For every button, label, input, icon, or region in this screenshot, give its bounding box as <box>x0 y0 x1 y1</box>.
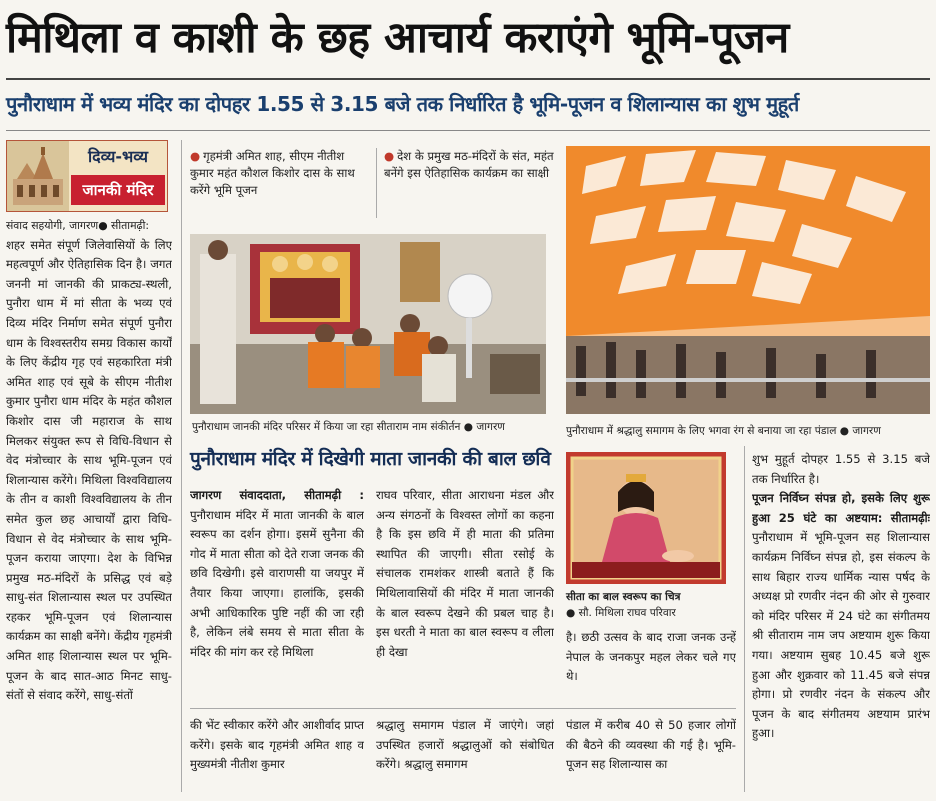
story-col2-body: राघव परिवार, सीता आराधना मंडल और अन्य संगठनों के विश्वस्त लोगों का कहना है कि इस छवि में ही माता की प्रतिमा स्थापित की जाएगी। सीता रसोई के संचालक रामशंकर शास्त्री बताते हैं कि मिथिलावासियों की मंदिर में माता जानकी के बाल स्वरूप देखने की प्रबल चाह है। इस धरती ने माता का बाल स्वरूप व लीला ही देखा <box>376 488 554 659</box>
left-body: शहर समेत संपूर्ण जिलेवासियों के लिए महत्वपूर्ण और ऐतिहासिक दिन है। जगत जननी मां जानकी की प्राकट्य-स्थली, पुनौरा धाम में मां सीता के भव्य एवं दिव्य मंदिर निर्माण समेत संपूर्ण पुनौरा धाम के विश्वस्तरीय समग्र विकास कार्यों के लिए केंद्रीय गृह एवं सहकारिता मंत्री अमित शाह एवं सूबे के सीएम नीतीश कुमार पुनौरा धाम मंदिर के महंत कौशल किशोर दास जी महाराज के साथ मिलकर संयुक्त रूप से विधि-विधान से वेद मंत्रोच्चार के साथ भूमि-पूजन एवं शिलान्यास करेंगे। मिथिला विश्वविद्यालय के तीन व काशी विश्वविद्यालय के तीन समेत कुल छह आचार्यों द्वारा विधि-विधान से वेद मंत्रोच्चार के साथ भूमि-पूजन कराया जाएगा। देश के विभिन्न प्रमुख मठ-मंदिरों के प्रसिद्ध एवं बड़े साधु-संत शिलान्यास स्थल पर उपस्थित रहकर भूमि-पूजन एवं शिलान्यास कार्यक्रम का साक्षी बनेंगे। केंद्रीय गृहमंत्री अमित शाह शिलान्यास स्थल पर भूमि-पूजन के बाद सात-आठ मिनट साधु-संतों से संवाद करेंगे, साधु-संतों <box>6 237 172 703</box>
story-title: पुनौराधाम मंदिर में दिखेगी माता जानकी की बाल छवि <box>190 448 551 470</box>
headline-rule <box>6 78 930 80</box>
right-column <box>752 450 930 792</box>
inset-caption: सीता का बाल स्वरूप का चित्र <box>566 591 681 603</box>
bottom-col-c: पंडाल में करीब 40 से 50 हजार लोगों की बैठने की व्यवस्था की गई है। भूमि-पूजन सह शिलान्यास का <box>566 718 736 772</box>
story-dateline: जागरण संवाददाता, सीतामढ़ी : <box>190 488 364 502</box>
story-col1-body: पुनौराधाम मंदिर में माता जानकी के बाल स्वरूप का दर्शन होगा। इसमें सुनैना की गोद में माता सीता को देते राजा जनक की छवि दिखेगी। इसे वाराणसी या जयपुर में तैयार किया जाएगा। हालांकि, इसकी अभी आधिकारिक पुष्टि नहीं की जा रही है, लेकिन लंबे समय से माता सीता के मंदिर की मांग कर रहे मिथिला <box>190 507 364 659</box>
right-divider <box>744 446 745 792</box>
right-intro: शुभ मुहूर्त दोपहर 1.55 से 3.15 बजे तक निर्धारित है। <box>752 452 930 486</box>
left-column <box>6 216 172 792</box>
right-subhead: पूजन निर्विघ्न संपन्न हो, इसके लिए शुरू हुआ 25 घंटे का अष्टयाम: <box>752 491 930 525</box>
bullet-2: ● देश के प्रमुख मठ-मंदिरों के संत, महंत बनेंगे इस ऐतिहासिक कार्यक्रम का साक्षी <box>384 149 554 180</box>
bottom-col-a: की भेंट स्वीकार करेंगे और आशीर्वाद प्राप्त करेंगे। इसके बाद गृहमंत्री अमित शाह व मुख्यमंत्री नीतीश कुमार <box>190 718 364 772</box>
inset-credit: ● सौ. मिथिला राघव परिवार <box>566 607 676 619</box>
story-col2 <box>376 486 554 700</box>
divya-bhavya-badge <box>6 140 168 212</box>
sankirtan-photo-image <box>190 234 546 414</box>
pandal-photo-image <box>566 146 930 414</box>
bottom-col-b: श्रद्धालु समागम पंडाल में जाएंगे। जहां उपस्थित हजारों श्रद्धालुओं को संबोधित करेंगे। श्रद्धालु समागम <box>376 718 554 772</box>
headline: मिथिला व काशी के छह आचार्य कराएंगे भूमि-पूजन <box>6 13 789 63</box>
photo-pandal <box>566 146 930 414</box>
photo-pandal-caption: पुनौराधाम में श्रद्धालु समागम के लिए भगवा रंग से बनाया जा रहा पंडाल ● जागरण <box>566 425 881 437</box>
story-col3 <box>566 628 736 702</box>
photo-sankirtan <box>190 234 546 414</box>
subheadline: पुनौराधाम में भव्य मंदिर का दोपहर 1.55 से 3.15 बजे तक निर्धारित है भूमि-पूजन व शिलान्यास का शुभ मुहूर्त <box>6 92 799 116</box>
bullet-1: ● गृहमंत्री अमित शाह, सीएम नीतीश कुमार महंत कौशल किशोर दास के साथ करेंगे भूमि पूजन <box>190 149 355 197</box>
sita-child-image <box>566 452 726 584</box>
bottom-rule <box>190 708 736 709</box>
bullet-dot-icon: ● <box>384 149 395 163</box>
photo-sankirtan-caption: पुनौराधाम जानकी मंदिर परिसर में किया जा रहा सीताराम नाम संकीर्तन ● जागरण <box>192 421 505 433</box>
story-col1 <box>190 486 364 700</box>
left-dateline: संवाद सहयोगी, जागरण● सीतामढ़ी: <box>6 219 150 232</box>
bullet-divider <box>376 148 377 218</box>
right-subhead-dateline: सीतामढ़ीः <box>890 510 930 525</box>
sita-inset-picture <box>566 452 726 584</box>
badge-line1: दिव्य-भव्य <box>87 147 149 166</box>
left-divider <box>181 140 182 792</box>
right-body: पुनौराधाम में भूमि-पूजन सह शिलान्यास कार्यक्रम निर्विघ्न संपन्न हो, इस संकल्प के साथ बिहार राज्य धार्मिक न्यास पर्षद के अध्यक्ष प्रो रणवीर नंदन की ओर से गुरुवार को मंदिर परिसर में 24 घंटे का संगीतमय श्री सीताराम नाम जप अष्टयाम शुरू किया गया। अष्टयाम सुबह 10.45 बजे शुरू हुआ और शुक्रवार को 11.45 बजे संपन्न होगा। प्रो रणवीर नंदन के संकल्प और पूजन के बाद संगीतमय अष्टयाम प्रारंभ हुआ। <box>752 530 930 741</box>
subhead-rule <box>6 130 930 131</box>
bullet-dot-icon: ● <box>190 149 201 163</box>
temple-illustration <box>7 141 69 211</box>
story-col3-body: है। छठी उत्सव के बाद राजा जनक उन्हें नेपाल के जनकपुर महल लेकर चले गए थे। <box>566 630 736 684</box>
badge-line2: जानकी मंदिर <box>71 175 165 205</box>
